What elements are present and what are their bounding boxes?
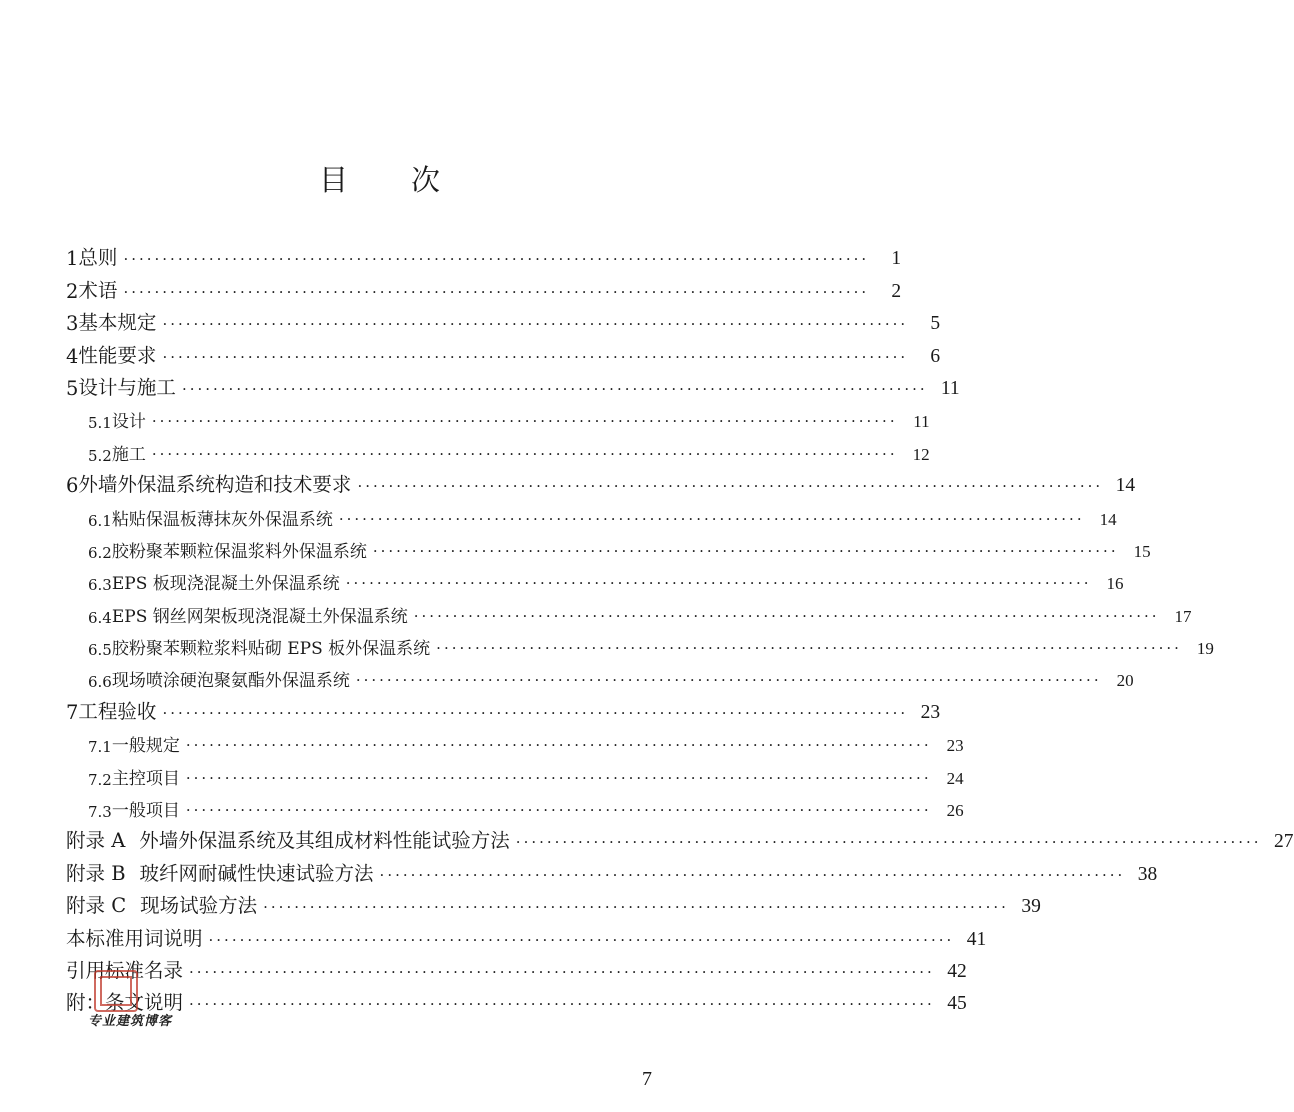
- toc-entry: [66, 303, 941, 336]
- toc-entry-page: 16: [1106, 574, 1124, 594]
- toc-entry-page: 45: [947, 993, 967, 1015]
- toc-entry-number: 6.1: [88, 511, 112, 530]
- toc-entry: [66, 594, 1192, 627]
- toc-entry-label: 现场试验方法: [140, 894, 258, 918]
- toc-leader-dots: ································································································: [379, 865, 1126, 884]
- toc-entry-page: 5: [930, 313, 941, 335]
- toc-leader-dots: ································································································: [185, 736, 932, 755]
- toc-entry-number: 4: [66, 344, 79, 368]
- toc-leader-dots: ································································································: [208, 930, 955, 949]
- toc-entry-label: 本标准用词说明: [66, 926, 203, 950]
- toc-entry-page: 41: [966, 928, 987, 950]
- toc-entry-label: 粘贴保温板薄抹灰外保温系统: [111, 509, 333, 530]
- toc-entry-page: 42: [947, 960, 967, 982]
- toc-entry-label: 主控项目: [111, 768, 180, 789]
- toc-entry-number: 2: [66, 279, 79, 303]
- toc-entry: [66, 465, 1136, 498]
- title-char-2: 次: [411, 163, 442, 197]
- toc-entry-page: 17: [1174, 606, 1192, 626]
- toc-entry-page: 1: [891, 248, 902, 270]
- toc-entry-number: 1: [66, 247, 79, 271]
- toc-entry: [66, 886, 1041, 918]
- toc-entry: [66, 789, 964, 822]
- toc-entry-label: 胶粉聚苯颗粒浆料贴砌 EPS 板外保温系统: [111, 639, 431, 660]
- toc-entry-label: 基本规定: [78, 311, 157, 335]
- toc-leader-dots: ································································································: [185, 768, 932, 787]
- toc-entry: [66, 756, 964, 789]
- toc-entry-page: 12: [912, 444, 930, 464]
- table-of-contents: [66, 238, 1294, 1015]
- toc-entry-label: 总则: [78, 246, 118, 270]
- toc-leader-dots: ································································································: [181, 379, 928, 398]
- toc-entry-page: 11: [913, 412, 930, 432]
- toc-entry-number: 5.1: [88, 414, 112, 433]
- toc-leader-dots: ································································································: [189, 995, 935, 1014]
- toc-entry-page: 20: [1116, 671, 1134, 691]
- toc-entry: [66, 659, 1134, 692]
- toc-entry-label: 现场喷涂硬泡聚氨酯外保温系统: [111, 671, 350, 692]
- toc-leader-dots: ································································································: [151, 412, 898, 431]
- toc-entry-page: 14: [1115, 475, 1136, 497]
- toc-entry-page: 23: [920, 701, 941, 723]
- toc-leader-dots: ································································································: [355, 671, 1102, 690]
- toc-leader-dots: ································································································: [345, 574, 1092, 593]
- toc-entry-label: EPS 钢丝网架板现浇混凝土外保温系统: [111, 606, 408, 627]
- toc-entry-label: 引用标准名录: [66, 958, 184, 982]
- toc-leader-dots: ································································································: [515, 833, 1262, 852]
- toc-leader-dots: ································································································: [151, 444, 898, 463]
- toc-entry-number: 6.3: [88, 576, 112, 595]
- toc-entry-number: 7.2: [88, 770, 112, 789]
- toc-entry-page: 26: [946, 801, 964, 821]
- toc-leader-dots: ································································································: [162, 703, 909, 722]
- toc-entry-label: 一般规定: [111, 736, 180, 757]
- toc-entry-number: 6.2: [88, 543, 112, 562]
- toc-leader-dots: ································································································: [413, 606, 1160, 625]
- toc-entry-number: 5: [66, 376, 79, 400]
- toc-entry: [66, 627, 1214, 660]
- toc-entry-label: 外墙外保温系统构造和技术要求: [78, 473, 352, 497]
- title-char-1: 目: [318, 163, 349, 197]
- toc-entry-page: 15: [1133, 541, 1151, 561]
- toc-entry-number: 5.2: [88, 446, 112, 465]
- toc-entry-page: 38: [1137, 863, 1158, 885]
- toc-entry-page: 6: [930, 345, 941, 367]
- toc-entry-number: 附录 B: [66, 861, 126, 885]
- toc-entry: [66, 400, 930, 433]
- toc-entry-label: 设计: [111, 412, 146, 433]
- toc-entry-number: 3: [66, 312, 79, 336]
- page-number: 7: [642, 1068, 652, 1090]
- toc-leader-dots: ································································································: [263, 898, 1009, 917]
- toc-entry-label: 施工: [111, 444, 146, 465]
- toc-leader-dots: ································································································: [372, 541, 1119, 560]
- toc-entry-number: 附录 A: [66, 829, 126, 853]
- toc-entry-label: 一般项目: [111, 801, 180, 822]
- toc-entry-label: EPS 板现浇混凝土外保温系统: [111, 574, 340, 595]
- toc-entry-page: 24: [946, 768, 964, 788]
- toc-entry-number: 6: [66, 474, 79, 498]
- toc-entry-label: 工程验收: [78, 699, 157, 723]
- toc-entry: [66, 497, 1117, 530]
- toc-entry: [66, 238, 902, 271]
- toc-entry: [66, 821, 1294, 853]
- toc-entry-number: 7.3: [88, 803, 112, 822]
- toc-leader-dots: ································································································: [123, 282, 870, 301]
- toc-entry-number: 7: [66, 700, 79, 724]
- toc-entry-number: 6.6: [88, 673, 112, 692]
- toc-leader-dots: ································································································: [123, 250, 870, 269]
- toc-leader-dots: ································································································: [189, 962, 935, 981]
- toc-leader-dots: ································································································: [357, 477, 1104, 496]
- toc-entry: [66, 368, 960, 400]
- toc-entry-number: 7.1: [88, 738, 112, 757]
- toc-entry: [66, 562, 1124, 595]
- watermark: 专业建筑博客: [88, 1014, 173, 1029]
- toc-entry-label: 玻纤网耐碱性快速试验方法: [139, 861, 374, 885]
- toc-entry-label: 设计与施工: [78, 375, 176, 399]
- toc-entry: [66, 691, 941, 724]
- toc-entry-page: 14: [1099, 509, 1117, 529]
- toc-entry: [66, 724, 964, 757]
- toc-entry-label: 性能要求: [78, 343, 157, 367]
- toc-entry-number: 附录 C: [66, 894, 127, 918]
- toc-entry-page: 39: [1021, 896, 1041, 918]
- toc-entry-page: 23: [946, 736, 964, 756]
- toc-entry-page: 2: [891, 280, 902, 302]
- toc-entry-label: 外墙外保温系统及其组成材料性能试验方法: [139, 829, 510, 853]
- toc-entry: [66, 432, 930, 465]
- toc-entry: [66, 918, 987, 950]
- toc-leader-dots: ································································································: [162, 347, 909, 366]
- toc-entry: [66, 530, 1151, 562]
- toc-entry-page: 27: [1274, 831, 1294, 853]
- toc-entry-label: 附：条文说明: [66, 991, 184, 1015]
- toc-entry-page: 19: [1196, 639, 1214, 659]
- toc-entry-number: 6.5: [88, 641, 112, 660]
- toc-leader-dots: ································································································: [185, 801, 932, 820]
- toc-entry-label: 术语: [78, 278, 118, 302]
- toc-entry-page: 11: [940, 377, 960, 399]
- toc-leader-dots: ································································································: [436, 639, 1182, 658]
- toc-leader-dots: ································································································: [338, 509, 1085, 528]
- page-title: [0, 158, 760, 199]
- toc-entry-number: 6.4: [88, 608, 112, 627]
- toc-entry: [66, 853, 1158, 885]
- toc-entry: [66, 270, 902, 303]
- toc-entry: [66, 951, 967, 983]
- toc-entry-label: 胶粉聚苯颗粒保温浆料外保温系统: [111, 541, 367, 562]
- toc-leader-dots: ································································································: [162, 315, 909, 334]
- toc-entry: [66, 335, 941, 368]
- seal-stamp-icon: [94, 970, 138, 1012]
